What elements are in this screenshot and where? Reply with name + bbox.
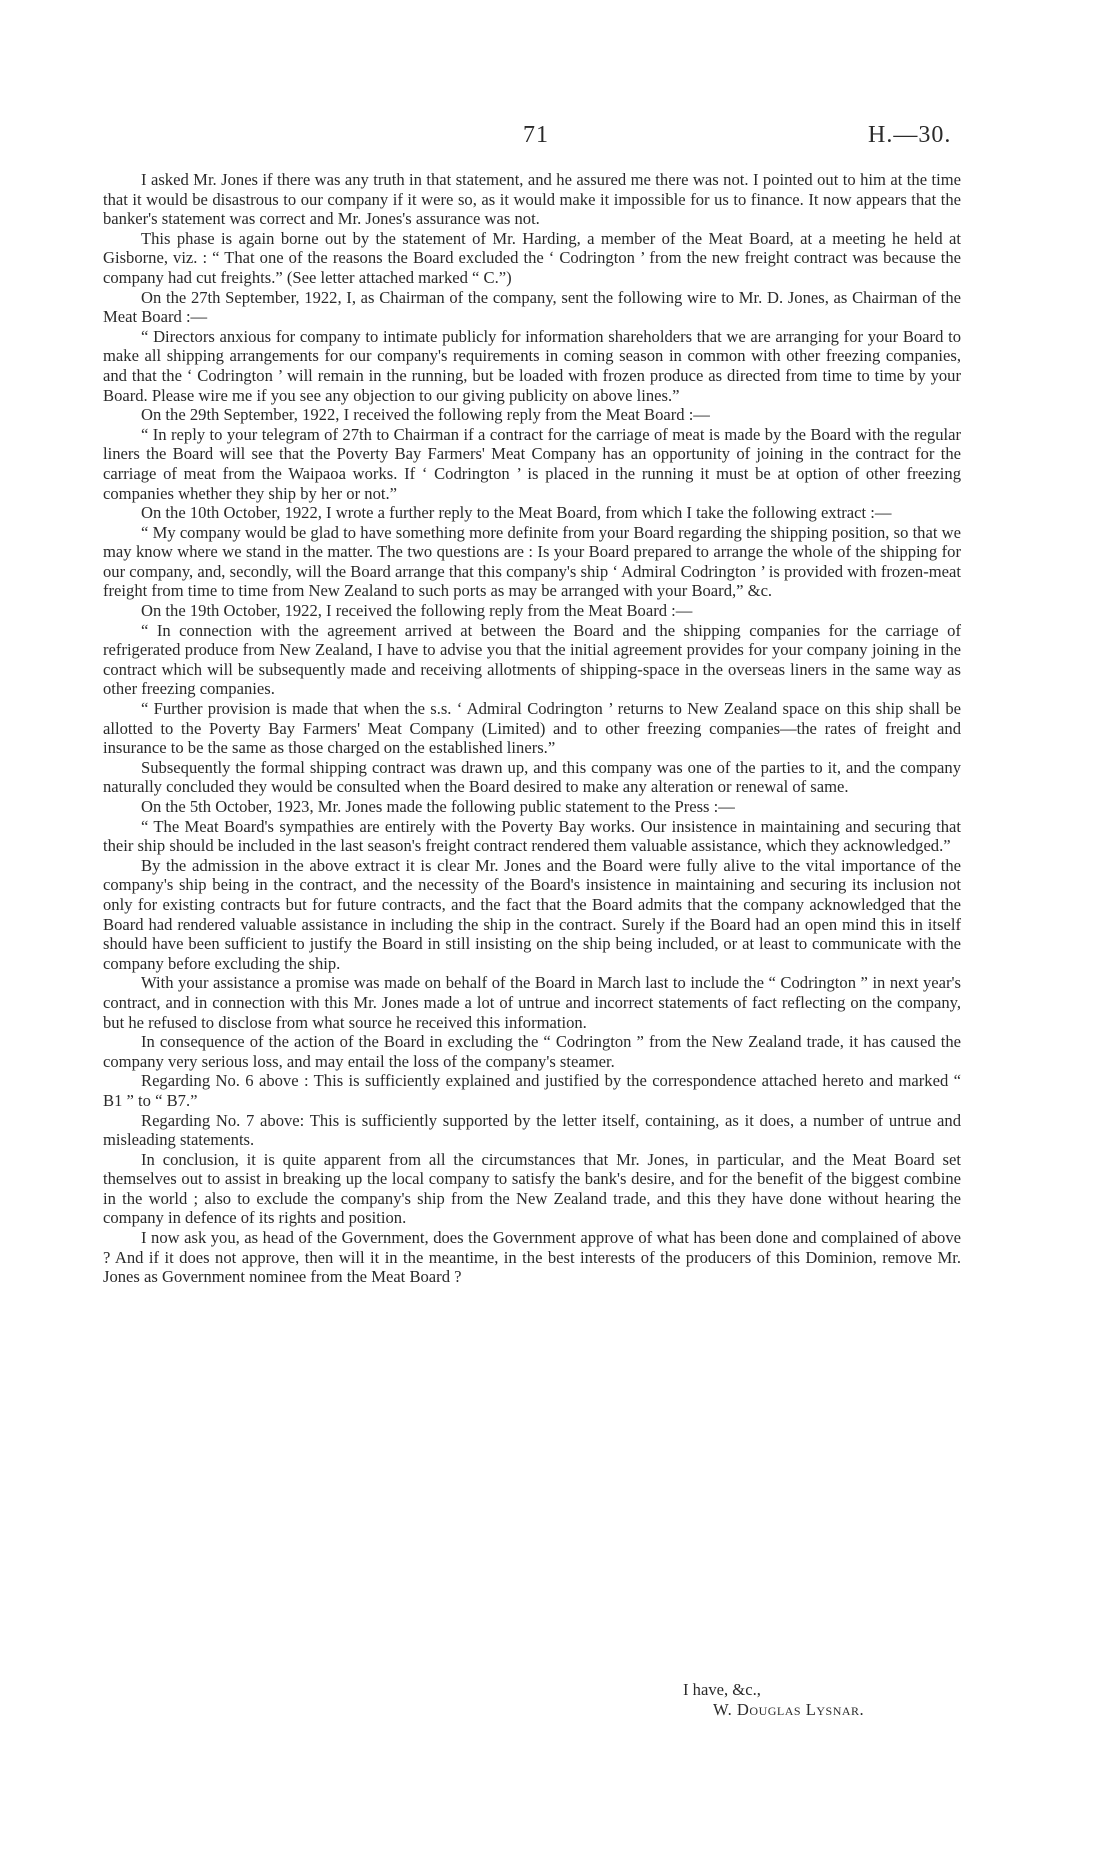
quoted-paragraph: “ Further provision is made that when the s.s. ‘ Admiral Codrington ’ returns to New Zealand space on this ship shall be allotted to the Poverty Bay Farmers' Meat Company (Limited) and to other freezing companies—the rates of freight and insurance to be the same as those charged on the established liners.”	[103, 699, 961, 758]
paragraph: Regarding No. 7 above: This is sufficiently supported by the letter itself, containing, as it does, a number of untrue and misleading statements.	[103, 1110, 961, 1150]
page-number: 71	[523, 122, 549, 148]
paragraph: On the 27th September, 1922, I, as Chairman of the company, sent the following wire to Mr. D. Jones, as Chairman of the Meat Board :—	[103, 287, 961, 327]
paragraph: On the 29th September, 1922, I received the following reply from the Meat Board :—	[141, 405, 710, 425]
quoted-paragraph: “ In reply to your telegram of 27th to Chairman if a contract for the carriage of meat is made by the Board with the regular liners the Board will see that the Poverty Bay Farmers' Meat Company has an opportunity of joining in the contract for the carriage of meat from the Waipaoa works. If ‘ Codrington ’ is placed in the running it must be at option of other freezing companies whether they ship by her or not.”	[103, 424, 961, 503]
closing-salutation: I have, &c.,	[683, 1680, 761, 1699]
letter-body	[103, 170, 961, 1287]
quoted-paragraph: “ Directors anxious for company to intimate publicly for information shareholders that we are arranging for your Board to make all shipping arrangements for our company's requirements in coming season in common with other freezing companies, and that the ‘ Codrington ’ will remain in the running, but be loaded with frozen produce as directed from time to time by your Board. Please wire me if you see any objection to our giving publicity on above lines.”	[103, 326, 961, 405]
paragraph: I now ask you, as head of the Government, does the Government approve of what has been done and complained of above ? And if it does not approve, then will it in the meantime, in the best interests of the producers of this Dominion, remove Mr. Jones as Government nominee from the Meat Board ?	[103, 1228, 961, 1287]
paragraph: Regarding No. 6 above : This is sufficiently explained and justified by the correspondence attached hereto and marked “ B1 ” to “ B7.”	[103, 1071, 961, 1110]
paragraph: By the admission in the above extract it is clear Mr. Jones and the Board were fully alive to the vital importance of the company's ship being in the contract, and the necessity of the Board's insistence in maintaining and securing its inclusion not only for existing contracts but for future contracts, and the fact that the Board admits that the company acknowledged that the Board had rendered valuable assistance in including the ship in the contract. Surely if the Board had an open mind this in itself should have been sufficient to justify the Board in still insisting on the ship being included, or at least to communicate with the company before excluding the ship.	[103, 855, 961, 973]
page-header	[0, 122, 1114, 152]
paragraph: I asked Mr. Jones if there was any truth in that statement, and he assured me there was not. I pointed out to him at the time that it would be disastrous to our company if it were so, as it would make it impossible for us to finance. It now appears that the banker's statement was correct and Mr. Jones's assurance was not.	[103, 170, 961, 229]
quoted-paragraph: “ My company would be glad to have something more definite from your Board regarding the shipping position, so that we may know where we stand in the matter. The two questions are : Is your Board prepared to arrange the whole of the shipping for our company, and, secondly, will the Board arrange that this company's ship ‘ Admiral Codrington ’ is provided with frozen-meat freight from time to time from New Zealand to such ports as may be arranged with your Board,” &c.	[103, 522, 961, 601]
quoted-paragraph: “ The Meat Board's sympathies are entirely with the Poverty Bay works. Our insistence in maintaining and securing that their ship should be included in the last season's freight contract rendered them valuable assistance, which they acknowledged.”	[103, 816, 961, 856]
paragraph: In conclusion, it is quite apparent from all the circumstances that Mr. Jones, in particular, and the Meat Board set themselves out to assist in breaking up the local company to satisfy the bank's desire, and for the benefit of the biggest combine in the world ; also to exclude the company's ship from the New Zealand trade, and this they have done without hearing the company in defence of its rights and position.	[103, 1149, 961, 1228]
paragraph: On the 5th October, 1923, Mr. Jones made the following public statement to the Press :—	[141, 797, 735, 816]
paragraph: On the 19th October, 1922, I received the following reply from the Meat Board :—	[141, 601, 693, 621]
paragraph: In consequence of the action of the Board in excluding the “ Codrington ” from the New Zealand trade, it has caused the company very serious loss, and may entail the loss of the company's steamer.	[103, 1032, 961, 1071]
signature-name: W. Douglas Lysnar.	[713, 1700, 865, 1719]
document-reference: H.—30.	[868, 122, 952, 148]
paragraph: Subsequently the formal shipping contract was drawn up, and this company was one of the parties to it, and the company naturally concluded they would be consulted when the Board desired to make any alteration or renewal of same.	[103, 757, 961, 797]
quoted-paragraph: “ In connection with the agreement arrived at between the Board and the shipping companies for the carriage of refrigerated produce from New Zealand, I have to advise you that the initial agreement provides for your company joining in the contract which will be subsequently made and receiving allotments of shipping-space in the overseas liners in the same way as other freezing companies.	[103, 620, 961, 699]
paragraph: On the 10th October, 1922, I wrote a further reply to the Meat Board, from which I take the following extract :—	[141, 503, 892, 523]
paragraph: With your assistance a promise was made on behalf of the Board in March last to include the “ Codrington ” in next year's contract, and in connection with this Mr. Jones made a lot of untrue and incorrect statements of fact reflecting on the company, but he refused to disclose from what source he received this information.	[103, 973, 961, 1032]
paragraph: This phase is again borne out by the statement of Mr. Harding, a member of the Meat Board, at a meeting he held at Gisborne, viz. : “ That one of the reasons the Board excluded the ‘ Codrington ’ from the new freight contract was because the company had cut freights.” (See letter attached marked “ C.”)	[103, 228, 961, 287]
